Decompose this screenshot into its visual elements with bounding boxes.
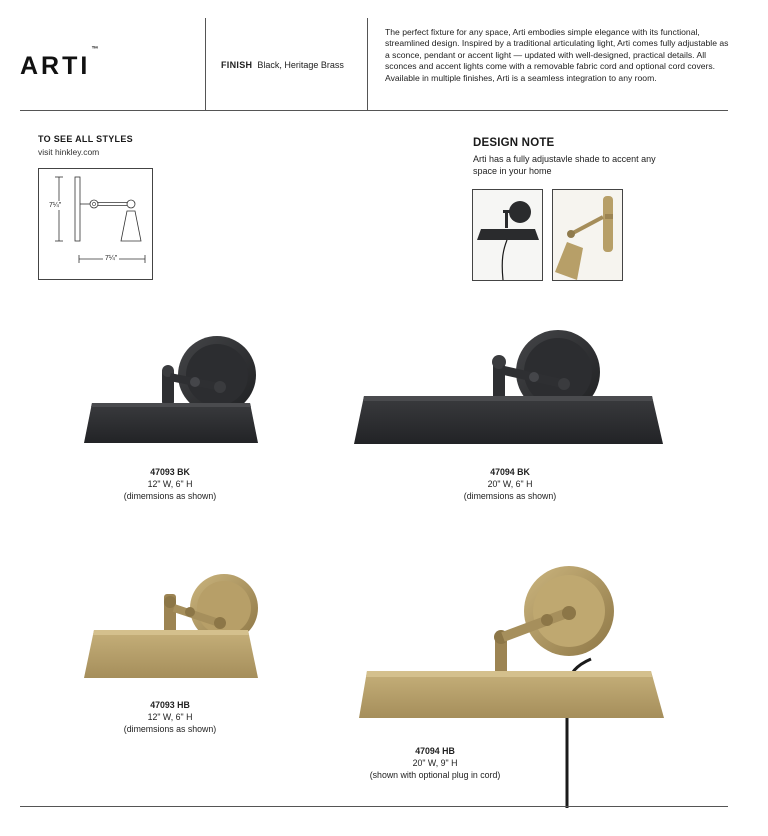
black-sconce-large: [352, 330, 668, 450]
design-note-image-brass: [552, 189, 623, 281]
product-size: 12" W, 6" H: [147, 479, 193, 490]
design-note-title: DESIGN NOTE: [473, 137, 555, 149]
brass-sconce-thumbnail: [553, 190, 622, 280]
design-note-image-black: [472, 189, 543, 281]
product-note: (shown with optional plug in cord): [369, 770, 501, 781]
footer-rule: [20, 806, 728, 807]
trademark-symbol: ™: [91, 45, 99, 53]
product-caption-47093-bk: [95, 466, 245, 503]
product-note: (dimemsions as shown): [123, 491, 217, 502]
product-sku: 47093 BK: [150, 467, 190, 477]
design-note-text: Arti has a fully adjustavle shade to accent any space in your home: [473, 154, 656, 177]
black-sconce-thumbnail: [473, 190, 542, 280]
finish-label: FINISH: [221, 60, 253, 70]
dimension-drawing: [39, 169, 152, 279]
header-divider-2: [367, 18, 368, 110]
product-size: 12" W, 6" H: [147, 712, 193, 723]
product-image-47093-bk: [80, 335, 265, 450]
intro-paragraph: The perfect fixture for any space, Arti embodies simple elegance with its functional, streamlined design. Inspired by a traditional articulating light, Arti comes fully adjustable as a sconce, pendant or accent light — updated with well-designed, practical details. All sconces and accent lights come with a removable fabric cord and optional cord covers. Available in multiple finishes, Arti is a seamless integration to any room.: [385, 27, 729, 83]
header-divider-1: [205, 18, 206, 110]
finish-info: [221, 60, 344, 70]
styles-title: TO SEE ALL STYLES: [38, 134, 133, 144]
product-size: 20" W, 9" H: [412, 758, 458, 769]
brand-logo: [20, 45, 99, 81]
finish-value: Black, Heritage Brass: [257, 60, 344, 70]
product-sku: 47093 HB: [150, 700, 190, 710]
product-caption-47094-bk: [435, 466, 585, 503]
product-sku: 47094 BK: [490, 467, 530, 477]
header-rule: [20, 110, 728, 111]
product-sku: 47094 HB: [415, 746, 455, 756]
dimension-width: 7¼": [105, 255, 118, 262]
styles-link[interactable]: visit hinkley.com: [38, 147, 100, 157]
black-sconce-small: [80, 335, 265, 450]
product-caption-47094-hb: [345, 745, 525, 782]
product-caption-47093-hb: [95, 699, 245, 736]
product-note: (dimemsions as shown): [123, 724, 217, 735]
product-image-47093-hb: [82, 572, 264, 684]
dimension-diagram: [38, 168, 153, 280]
product-size: 20" W, 6" H: [487, 479, 533, 490]
dimension-height: 7¼": [49, 202, 62, 209]
brand-name: ARTI: [20, 52, 91, 80]
product-image-47094-bk: [352, 330, 668, 450]
brass-sconce-small: [82, 572, 264, 684]
product-note: (dimemsions as shown): [463, 491, 557, 502]
